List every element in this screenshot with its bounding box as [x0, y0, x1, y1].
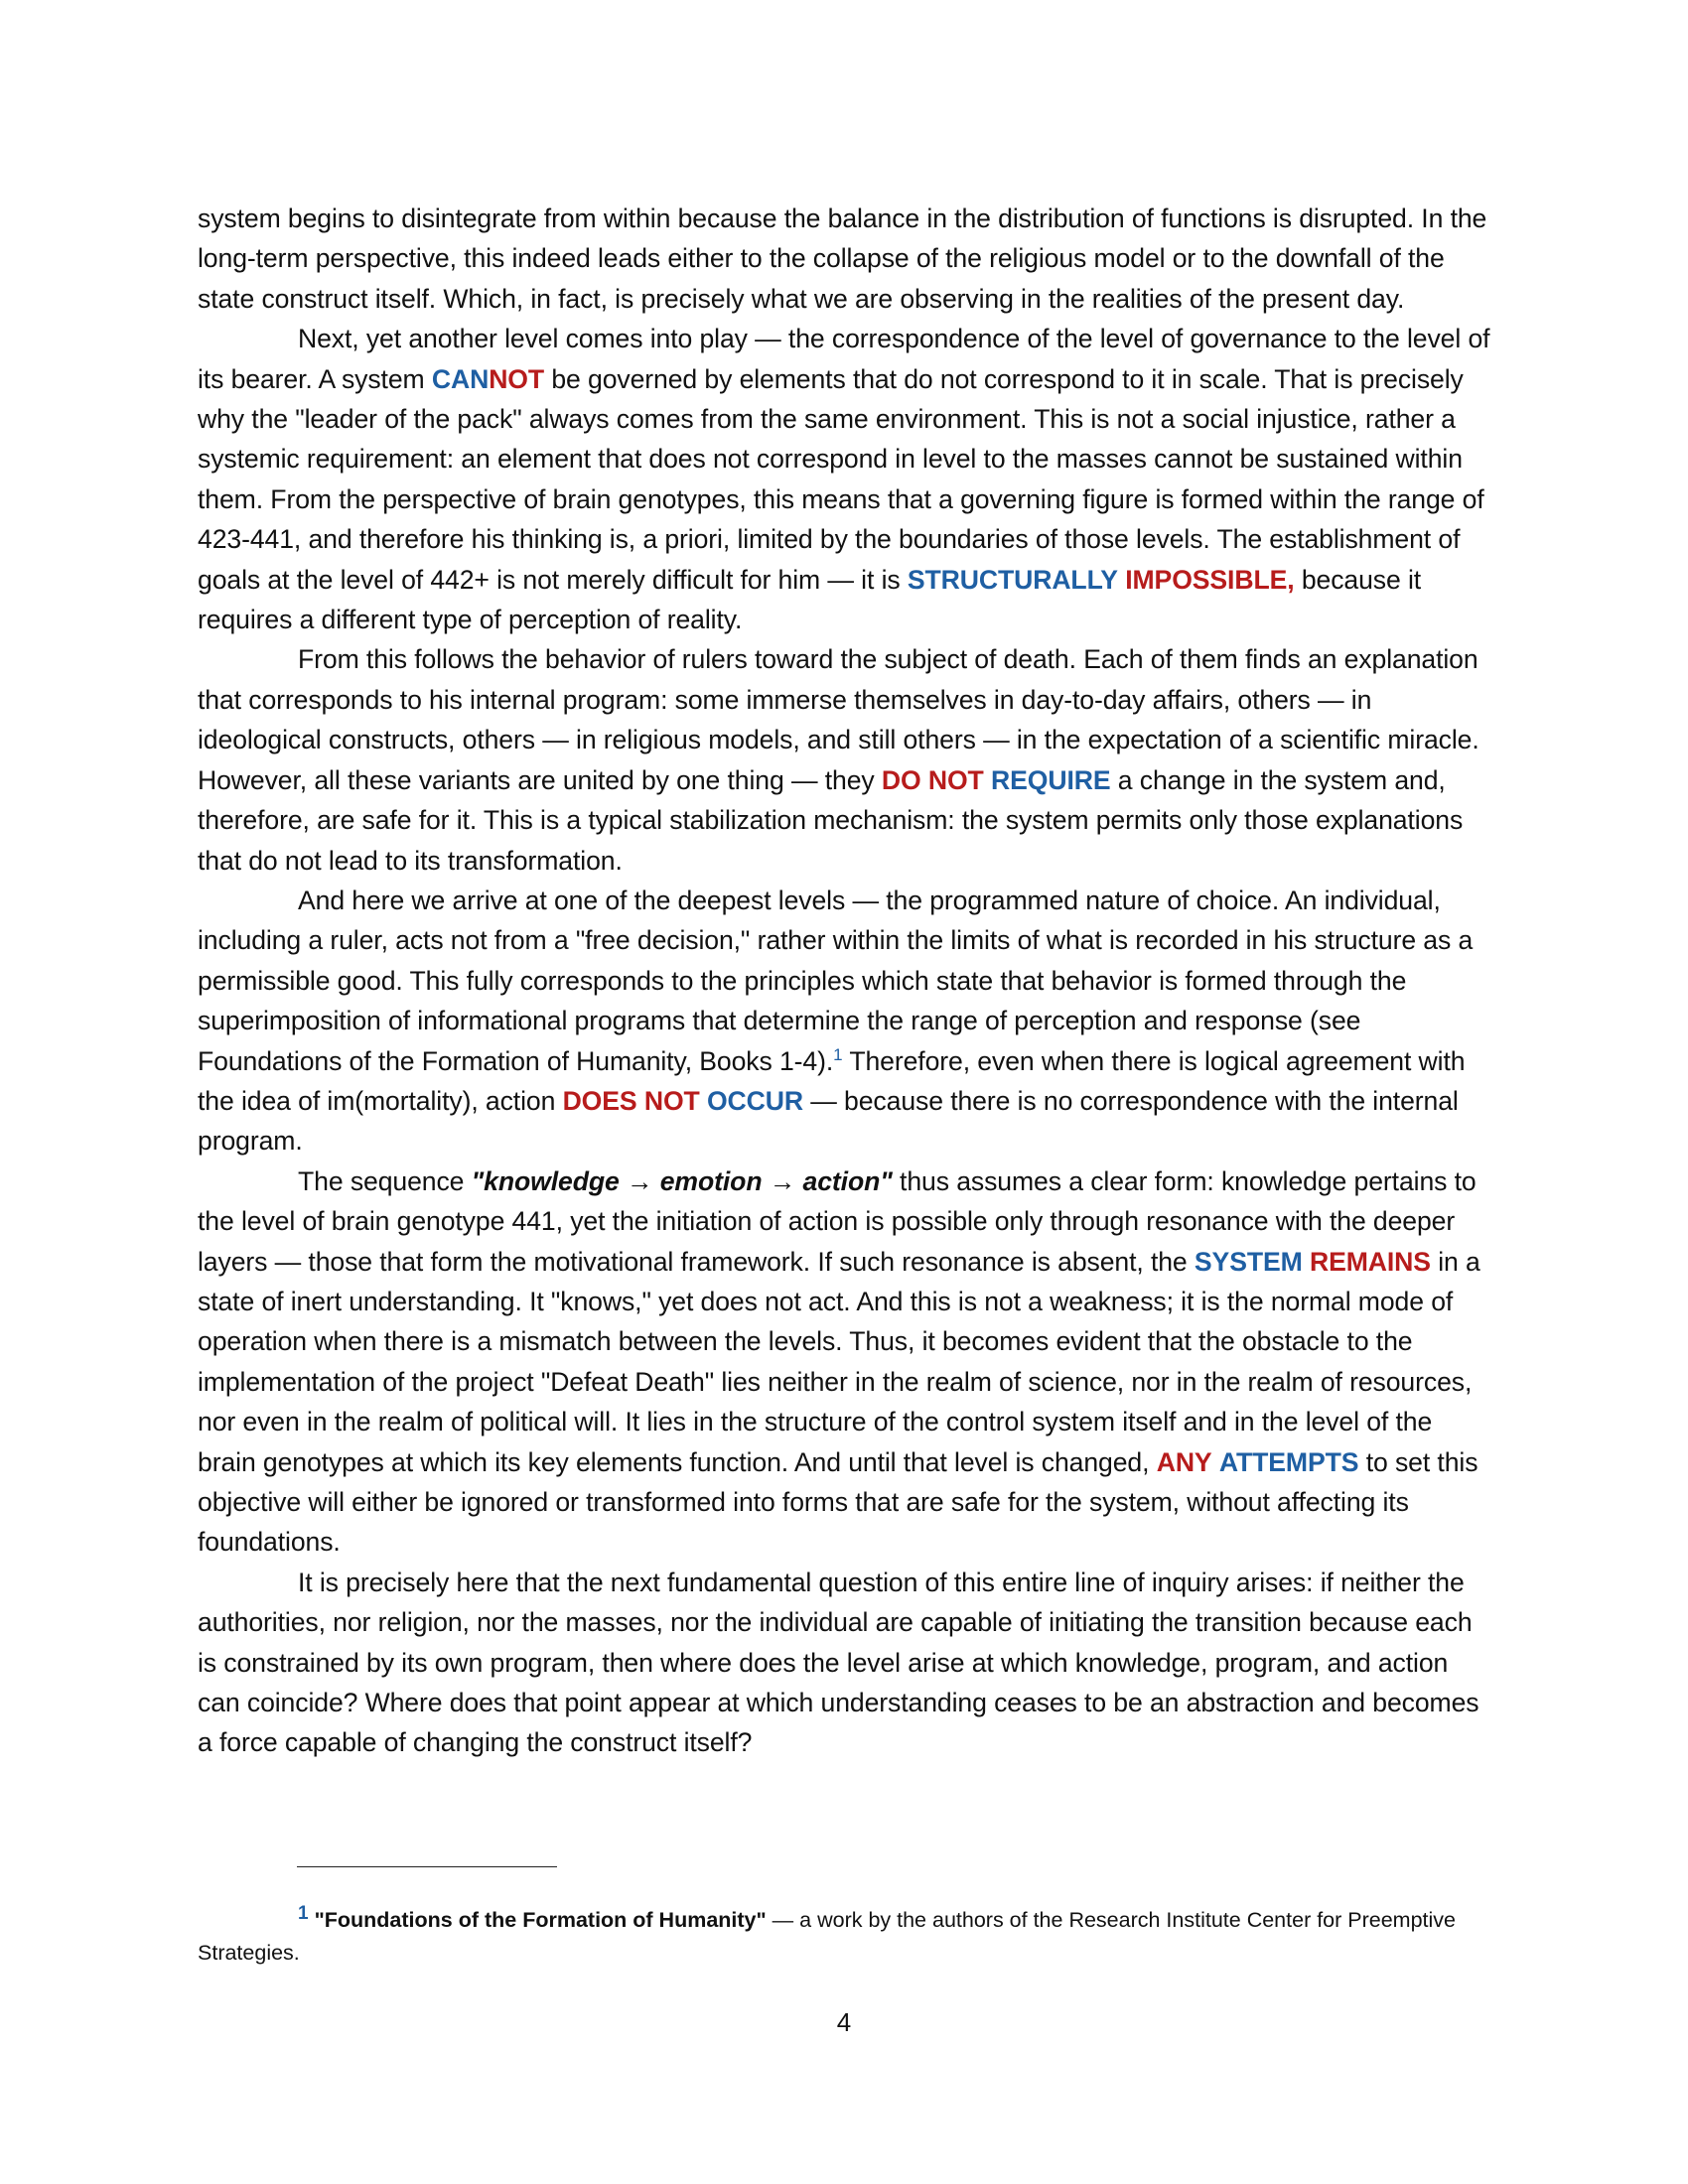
paragraph-5-text-a: The sequence	[298, 1165, 472, 1196]
emphasis-system: SYSTEM	[1194, 1246, 1303, 1277]
emphasis-remains: REMAINS	[1309, 1246, 1431, 1277]
paragraph-5-text-c: in a state of inert understanding. It "knows," yet does not act. And this is not a weakness; it is the normal mode of operation when there is a mismatch between the levels. Thus, it becomes evident that the obstacle to the implementation of the project "Defeat Death" lies neither in the realm of science, nor in the realm of resources, nor even in the realm of political will. It lies in the structure of the control system itself and in the level of the brain genotypes at which its key elements function. And until that level is changed,	[198, 1246, 1480, 1477]
footnote-number: 1	[298, 1902, 309, 1924]
footnote-separator	[297, 1866, 557, 1867]
emphasis-do-not: DO NOT	[881, 764, 984, 795]
paragraph-4	[198, 881, 1490, 1161]
paragraph-6	[198, 1563, 1490, 1763]
paragraph-4-text-c: — because there is no correspondence with the internal program.	[198, 1085, 1459, 1157]
paragraph-3	[198, 639, 1490, 880]
emphasis-attempts: ATTEMPTS	[1218, 1446, 1359, 1477]
emphasis-impossible: IMPOSSIBLE,	[1125, 564, 1295, 595]
sequence-phrase: "knowledge → emotion → action"	[471, 1165, 893, 1196]
emphasis-can: CAN	[431, 363, 490, 394]
paragraph-4-text-b: Therefore, even when there is logical agreement with the idea of im(mortality), action	[198, 1045, 1466, 1116]
emphasis-does-not: DOES NOT	[562, 1085, 700, 1116]
paragraph-2-text-a: Next, yet another level comes into play — the correspondence of the level of governance to the level of its bearer. A system	[198, 324, 1490, 394]
paragraph-4-text-a: And here we arrive at one of the deepest levels — the programmed nature of choice. An individual, including a ruler, acts not from a "free decision," rather within the limits of what is recorded in his structure as a permissible good. This fully corresponds to the principles which state that behavior is formed through the superimposition of informational programs that determine the range of perception and response (see Foundations of the Formation of Humanity, Books 1-4).	[198, 885, 1474, 1076]
paragraph-1-text: system begins to disintegrate from within because the balance in the distribution of functions is disrupted. In the long-term perspective, this indeed leads either to the collapse of the religious model or to the downfall of the state construct itself. Which, in fact, is precisely what we are observing in the realities of the present day.	[198, 204, 1487, 314]
footnote-text: — a work by the authors of the Research Institute Center for Preemptive Strategies.	[198, 1908, 1457, 1965]
emphasis-any: ANY	[1156, 1446, 1212, 1477]
paragraph-5	[198, 1161, 1490, 1563]
paragraph-2	[198, 319, 1490, 639]
paragraph-3-text-b: a change in the system and, therefore, are safe for it. This is a typical stabilization mechanism: the system permits only those explanations that do not lead to its transformation.	[198, 764, 1464, 876]
footnote-title: "Foundations of the Formation of Humanity"	[314, 1908, 767, 1932]
page-number: 4	[836, 2007, 852, 2037]
emphasis-structurally: STRUCTURALLY	[907, 564, 1118, 595]
emphasis-require: REQUIRE	[991, 764, 1111, 795]
paragraph-2-text-c: because it requires a different type of perception of reality.	[198, 564, 1422, 635]
body-text	[198, 199, 1490, 1763]
paragraph-6-text: It is precisely here that the next fundamental question of this entire line of inquiry arises: if neither the authorities, nor religion, nor the masses, nor the individual are capable of initiating the transition because each is constrained by its own program, then where does the level arise at which knowledge, program, and action can coincide? Where does that point appear at which understanding ceases to be an abstraction and becomes a force capable of changing the construct itself?	[198, 1567, 1479, 1758]
footnote-reference-link[interactable]: 1	[833, 1044, 843, 1064]
paragraph-5-text-d: to set this objective will either be ignored or transformed into forms that are safe for the system, without affecting its foundations.	[198, 1446, 1478, 1558]
paragraph-5-text-b: thus assumes a clear form: knowledge pertains to the level of brain genotype 441, yet the initiation of action is possible only through resonance with the deeper layers — those that form the motivational framework. If such resonance is absent, the	[198, 1165, 1477, 1277]
emphasis-occur: OCCUR	[706, 1085, 803, 1116]
emphasis-not: NOT	[489, 363, 545, 394]
paragraph-2-text-b: be governed by elements that do not correspond to it in scale. That is precisely why the "leader of the pack" always comes from the same environment. This is not a social injustice, rather a systemic requirement: an element that does not correspond in level to the masses cannot be sustained within them. From the perspective of brain genotypes, this means that a governing figure is formed within the range of 423-441, and therefore his thinking is, a priori, limited by the boundaries of those levels. The establishment of goals at the level of 442+ is not merely difficult for him — it is	[198, 363, 1484, 595]
footnote	[198, 1904, 1490, 1970]
paragraph-1	[198, 199, 1490, 319]
paragraph-3-text-a: From this follows the behavior of rulers toward the subject of death. Each of them finds an explanation that corresponds to his internal program: some immerse themselves in day-to-day affairs, others — in ideological constructs, others — in religious models, and still others — in the expectation of a scientific miracle. However, all these variants are united by one thing — they	[198, 644, 1479, 795]
